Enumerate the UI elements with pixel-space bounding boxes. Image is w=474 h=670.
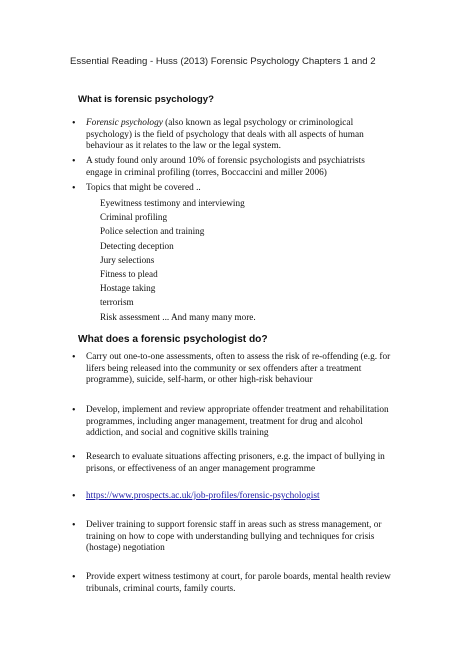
topic-item: Jury selections xyxy=(100,254,155,265)
topic-item: Police selection and training xyxy=(100,226,205,237)
bullet-icon: • xyxy=(72,520,76,531)
topic-item: Hostage taking xyxy=(100,283,156,294)
topic-item: Fitness to plead xyxy=(100,269,158,280)
list-item xyxy=(72,183,386,195)
bullet-icon: • xyxy=(72,118,76,129)
bullet-text: Deliver training to support forensic staff in areas such as stress management, or training on how to cope with understanding bullying and techniques for crisis (hostage) negotiation xyxy=(86,520,382,554)
section-heading-what-is: What is forensic psychology? xyxy=(78,94,214,105)
topic-item: terrorism xyxy=(100,297,134,308)
bullet-icon: • xyxy=(72,352,76,363)
topic-item: Criminal profiling xyxy=(100,212,168,223)
topic-item: Eyewitness testimony and interviewing xyxy=(100,198,245,208)
topic-item: Risk assessment ... And many many more. xyxy=(100,311,256,322)
bullet-icon: • xyxy=(72,405,76,416)
bullet-text: (also known as legal psychology or criminological psychology) is the field of psychology that deals with all aspects of human behaviour as it relates to the law or the legal system. xyxy=(86,118,364,152)
bullet-text: Research to evaluate situations affecting prisoners, e.g. the impact of bullying in prisons, or effectiveness of an anger management programme xyxy=(86,452,385,474)
list-item xyxy=(72,452,394,475)
bullet-text: Topics that might be covered .. xyxy=(86,183,201,193)
list-item xyxy=(72,156,392,179)
bullet-text: A study found only around 10% of forensic psychologists and psychiatrists engage in criminal profiling (torres, Boccaccini and miller 2006) xyxy=(86,156,365,178)
list-item xyxy=(72,572,394,595)
list-item xyxy=(72,352,394,387)
bullet-icon: • xyxy=(72,572,76,583)
list-item xyxy=(72,405,398,440)
list-item xyxy=(72,118,386,153)
bullet-text: Provide expert witness testimony at court, for parole boards, mental health review tribunals, criminal courts, family courts. xyxy=(86,572,391,594)
section-heading-what-does: What does a forensic psychologist do? xyxy=(78,334,268,345)
bullet-icon: • xyxy=(72,156,76,167)
bullet-icon: • xyxy=(72,183,76,194)
document-title: Essential Reading - Huss (2013) Forensic Psychology Chapters 1 and 2 xyxy=(70,56,376,67)
bullet-text: Carry out one-to-one assessments, often to assess the risk of re-offending (e.g. for lifers being released into the community or sex offenders after a treatment programme), suicide, self-harm, or other high-risk behaviour xyxy=(86,352,391,386)
bullet-icon: • xyxy=(72,452,76,463)
bullet-icon: • xyxy=(72,491,76,502)
bullet-text: Develop, implement and review appropriate offender treatment and rehabilitation programmes, including anger management, treatment for drug and alcohol addiction, and social and cognitive skills training xyxy=(86,405,389,439)
term-forensic-psychology: Forensic psychology xyxy=(86,118,163,128)
list-item xyxy=(72,520,388,555)
topic-item: Detecting deception xyxy=(100,240,174,251)
topics-list xyxy=(100,196,256,324)
list-item xyxy=(72,491,386,503)
prospects-link[interactable]: https://www.prospects.ac.uk/job-profiles/forensic-psychologist xyxy=(86,491,320,501)
